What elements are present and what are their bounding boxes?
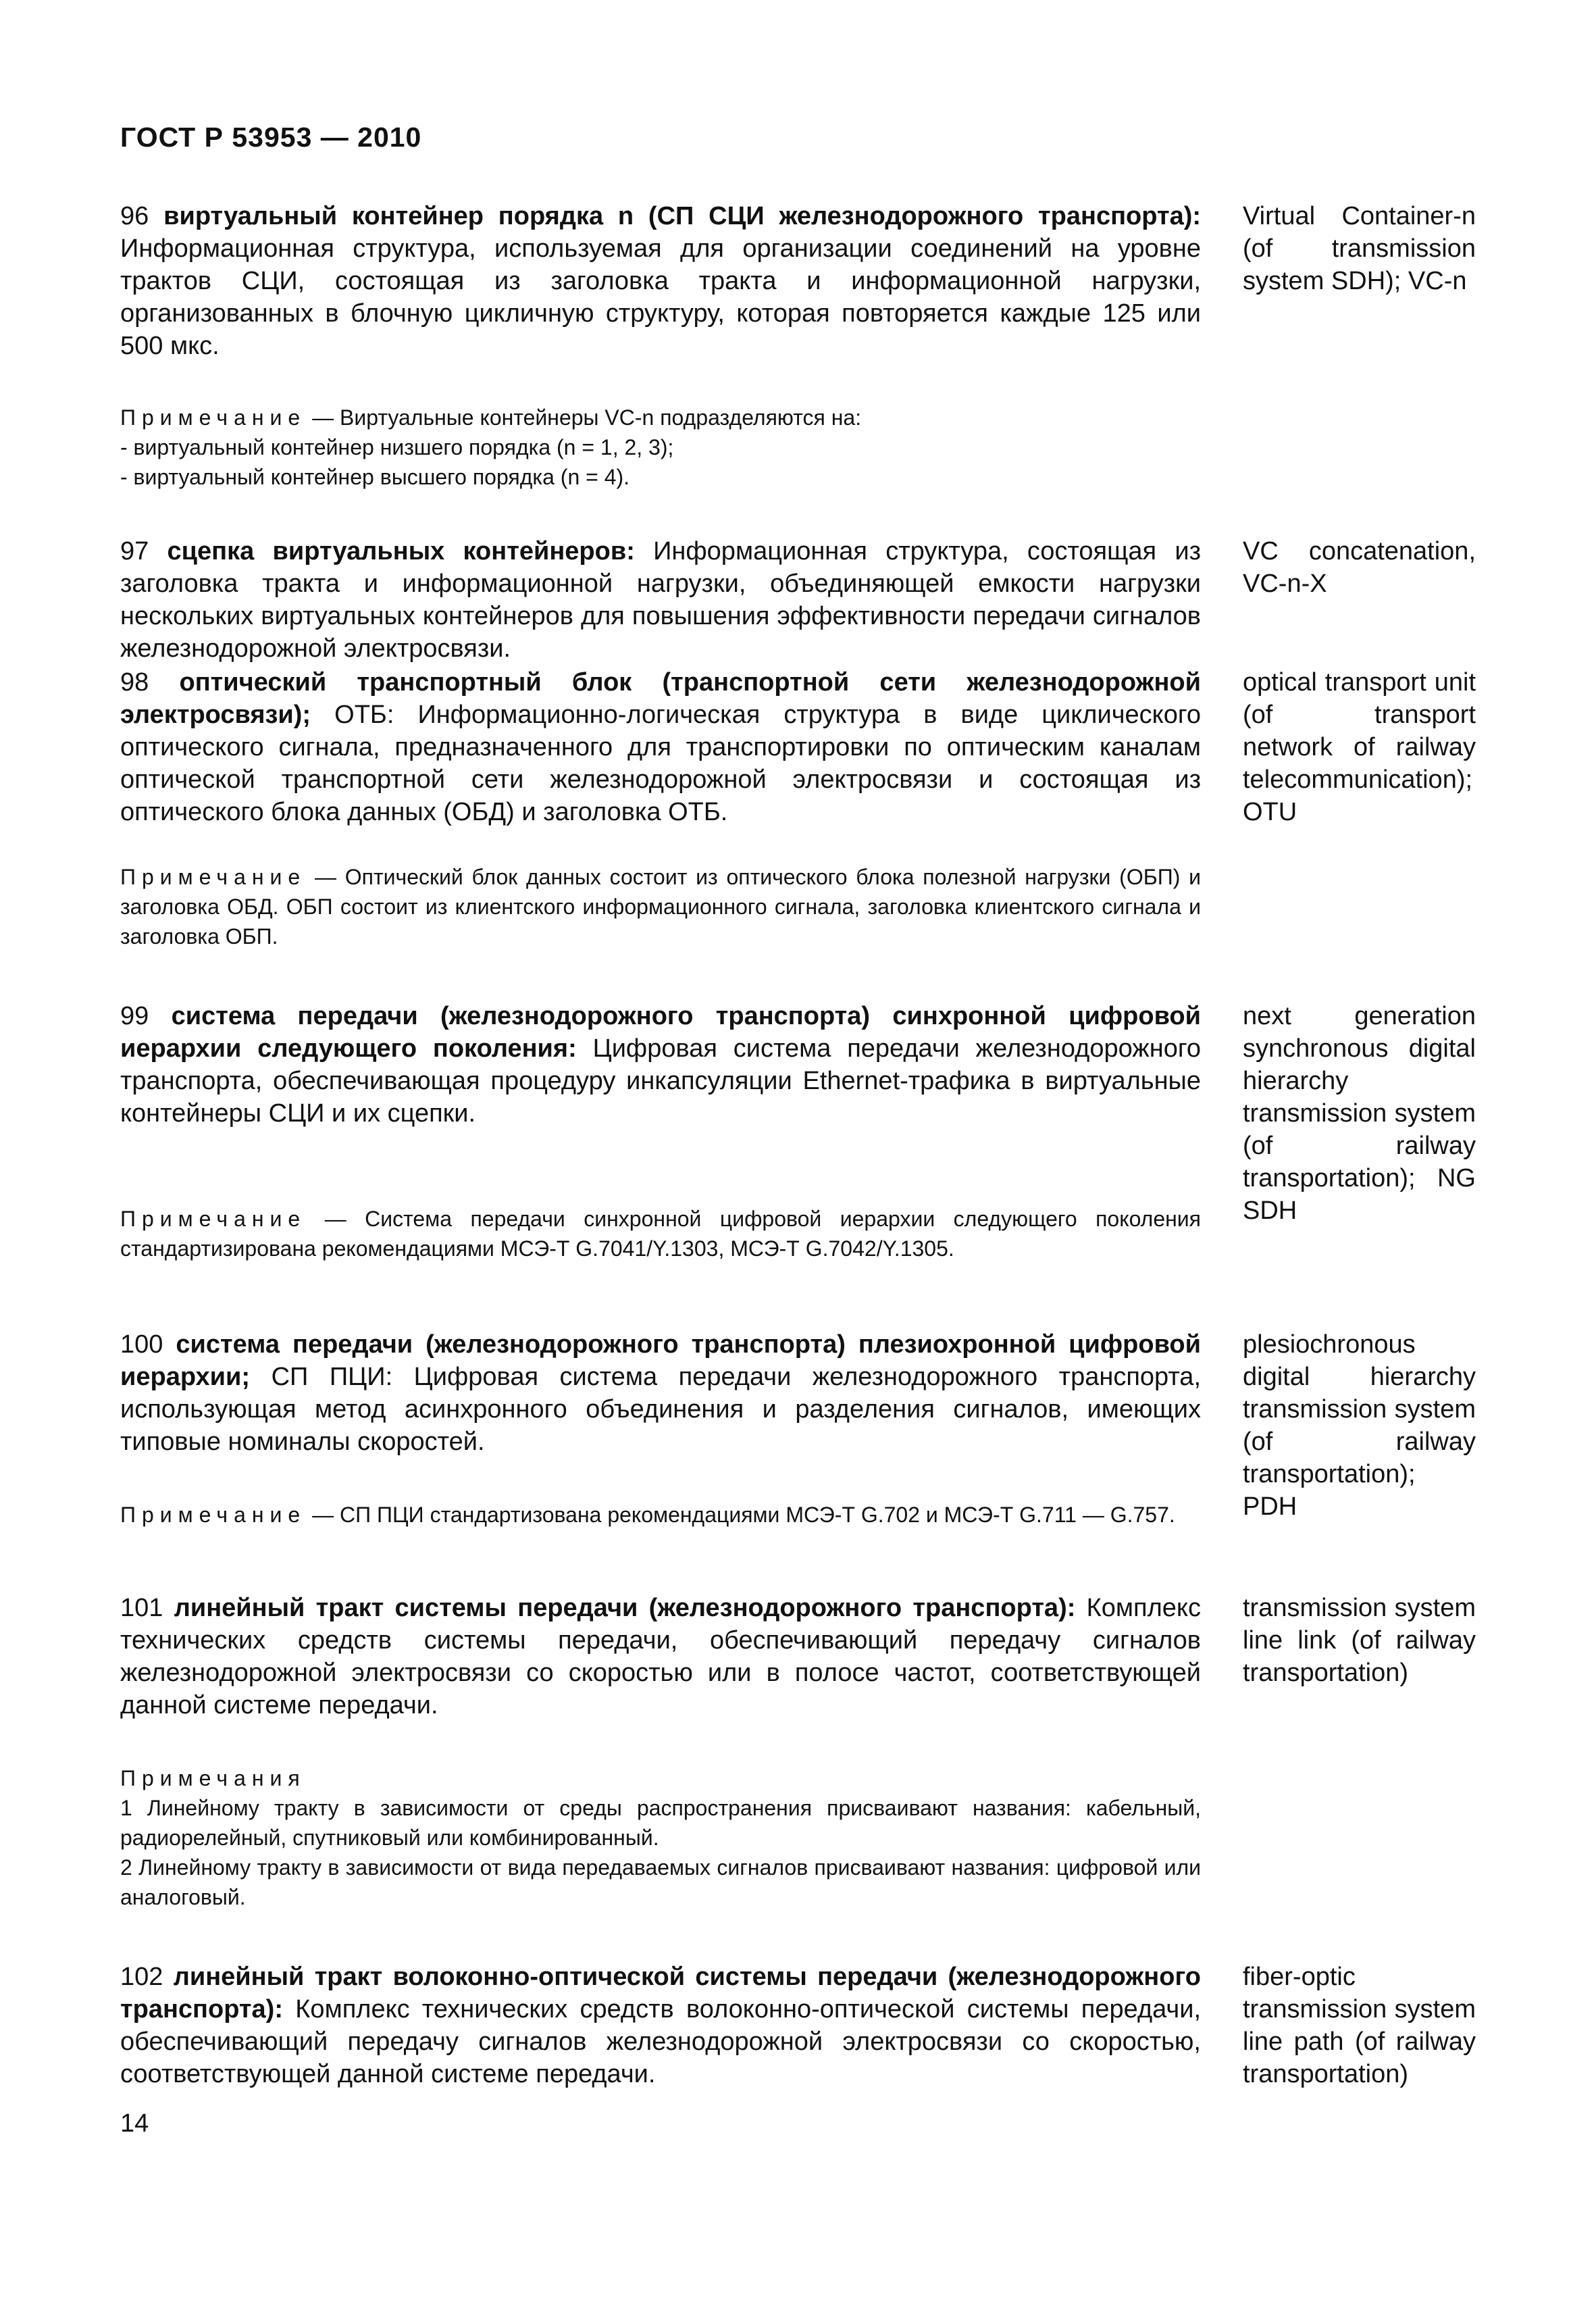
note	[120, 403, 1201, 492]
english-equivalent: plesiochronous digital hierarchy transmission system (of railway transportation); PDH	[1243, 1330, 1476, 1521]
entry-number: 100	[120, 1330, 163, 1359]
entry-number: 98	[120, 668, 149, 697]
term-name: сцепка виртуальных контейнеров:	[167, 537, 635, 565]
note	[120, 862, 1201, 951]
note-line: 1 Линейному тракту в зависимости от среды распространения присваивают названия: кабельный, радиорелейный, спутниковый или комбинированный.	[120, 1796, 1201, 1850]
term-text	[120, 200, 1201, 362]
note-text: — Оптический блок данных состоит из оптического блока полезной нагрузки (ОБП) и заголовка ОБД. ОБП состоит из клиентского информационного сигнала, заголовка клиентского сигнала и заголовка ОБП.	[120, 865, 1202, 949]
note-label: Примечание	[120, 1503, 307, 1527]
english-equivalent: fiber-optic transmission system line path (of railway transportation)	[1243, 1963, 1476, 2088]
note-label: Примечания	[120, 1766, 306, 1790]
note-label: Примечание	[120, 405, 307, 430]
english-equivalent: Virtual Container-n (of transmission system SDH); VC-n	[1243, 202, 1476, 295]
term-definition: Информационная структура, состоящая из заголовка тракта и информационной нагрузки, объединяющей емкости нагрузки нескольких виртуальных контейнеров для повышения эффективности передачи сигналов железнодорожной электросвязи.	[120, 537, 1202, 663]
term-definition: Цифровая система передачи железнодорожного транспорта, обеспечивающая процедуру инкапсуляции Ethernet-трафика в виртуальные контейнеры СЦИ и их сцепки.	[120, 1034, 1201, 1128]
term-name: оптический транспортный блок (транспортной сети железнодорожной электросвязи);	[120, 668, 1201, 729]
entry-number: 96	[120, 202, 149, 230]
term-name: линейный тракт волоконно-оптической системы передачи (железнодорожного транспорта):	[120, 1963, 1201, 2023]
note	[120, 1763, 1201, 1912]
entry-number: 101	[120, 1594, 163, 1622]
term-name: система передачи (железнодорожного транспорта) синхронной цифровой иерархии следующего поколения:	[120, 1002, 1201, 1063]
note	[120, 1500, 1201, 1530]
entry-number: 99	[120, 1002, 149, 1030]
page-number: 14	[120, 2109, 149, 2138]
note-label: Примечание	[120, 865, 307, 889]
note-text: — Виртуальные контейнеры VC-n подразделяются на:	[312, 405, 862, 430]
term-text	[120, 1592, 1201, 1721]
term-definition: Комплекс технических средств системы передачи, обеспечивающий передачу сигналов железнодорожной электросвязи со скоростью или в полосе частот, соответствующей данной системе передачи.	[120, 1594, 1201, 1719]
term-definition: Информационная структура, используемая для организации соединений на уровне трактов СЦИ, состоящая из заголовка тракта и информационной нагрузки, организованных в блочную цикличную структуру, которая повторяется каждые 125 или 500 мкс.	[120, 234, 1201, 360]
term-definition: Комплекс технических средств волоконно-оптической системы передачи, обеспечивающий передачу сигналов железнодорожной электросвязи со скоростью, соответствующей данной системе передачи.	[120, 1995, 1202, 2088]
page-header: ГОСТ Р 53953 — 2010	[120, 122, 422, 153]
term-definition: СП ПЦИ: Цифровая система передачи железнодорожного транспорта, использующая метод асинхронного объединения и разделения сигналов, имеющих типовые номиналы скоростей.	[120, 1363, 1202, 1456]
term-name: система передачи (железнодорожного транспорта) плезиохронной цифровой иерархии;	[120, 1330, 1201, 1391]
note	[120, 1204, 1201, 1263]
term-text	[120, 1328, 1201, 1458]
note-label: Примечание	[120, 1207, 307, 1231]
term-name: виртуальный контейнер порядка n (СП СЦИ железнодорожного транспорта):	[163, 202, 1202, 230]
note-line: - виртуальный контейнер высшего порядка (n = 4).	[120, 465, 630, 489]
term-name: линейный тракт системы передачи (железнодорожного транспорта):	[174, 1594, 1076, 1622]
term-definition: ОТБ: Информационно-логическая структура в виде циклического оптического сигнала, предназначенного для транспортировки по оптическим каналам оптической транспортной сети железнодорожной электросвязи и состоящая из оптического блока данных (ОБД) и заголовка ОТБ.	[120, 701, 1201, 826]
english-equivalent: transmission system line link (of railway transportation)	[1243, 1594, 1476, 1687]
term-text	[120, 535, 1201, 665]
note-line: 2 Линейному тракту в зависимости от вида передаваемых сигналов присваивают названия: цифровой или аналоговый.	[120, 1855, 1201, 1909]
entry-number: 102	[120, 1963, 163, 1991]
note-text: — СП ПЦИ стандартизована рекомендациями МСЭ-Т G.702 и МСЭ-Т G.711 — G.757.	[312, 1503, 1175, 1527]
note-text: — Система передачи синхронной цифровой иерархии следующего поколения стандартизирована рекомендациями МСЭ-Т G.7041/Y.1303, МСЭ-Т G.7042/Y.1305.	[120, 1207, 1202, 1261]
note-line: - виртуальный контейнер низшего порядка (n = 1, 2, 3);	[120, 435, 674, 459]
term-text	[120, 1000, 1201, 1130]
term-text	[120, 666, 1201, 828]
entry-number: 97	[120, 537, 149, 565]
english-equivalent: optical transport unit (of transport network of railway telecommunication); OTU	[1243, 668, 1476, 826]
english-equivalent: next generation synchronous digital hierarchy transmission system (of railway transportation); NG SDH	[1243, 1002, 1476, 1225]
term-text	[120, 1961, 1201, 2090]
english-equivalent: VC concatenation, VC-n-X	[1243, 537, 1476, 598]
